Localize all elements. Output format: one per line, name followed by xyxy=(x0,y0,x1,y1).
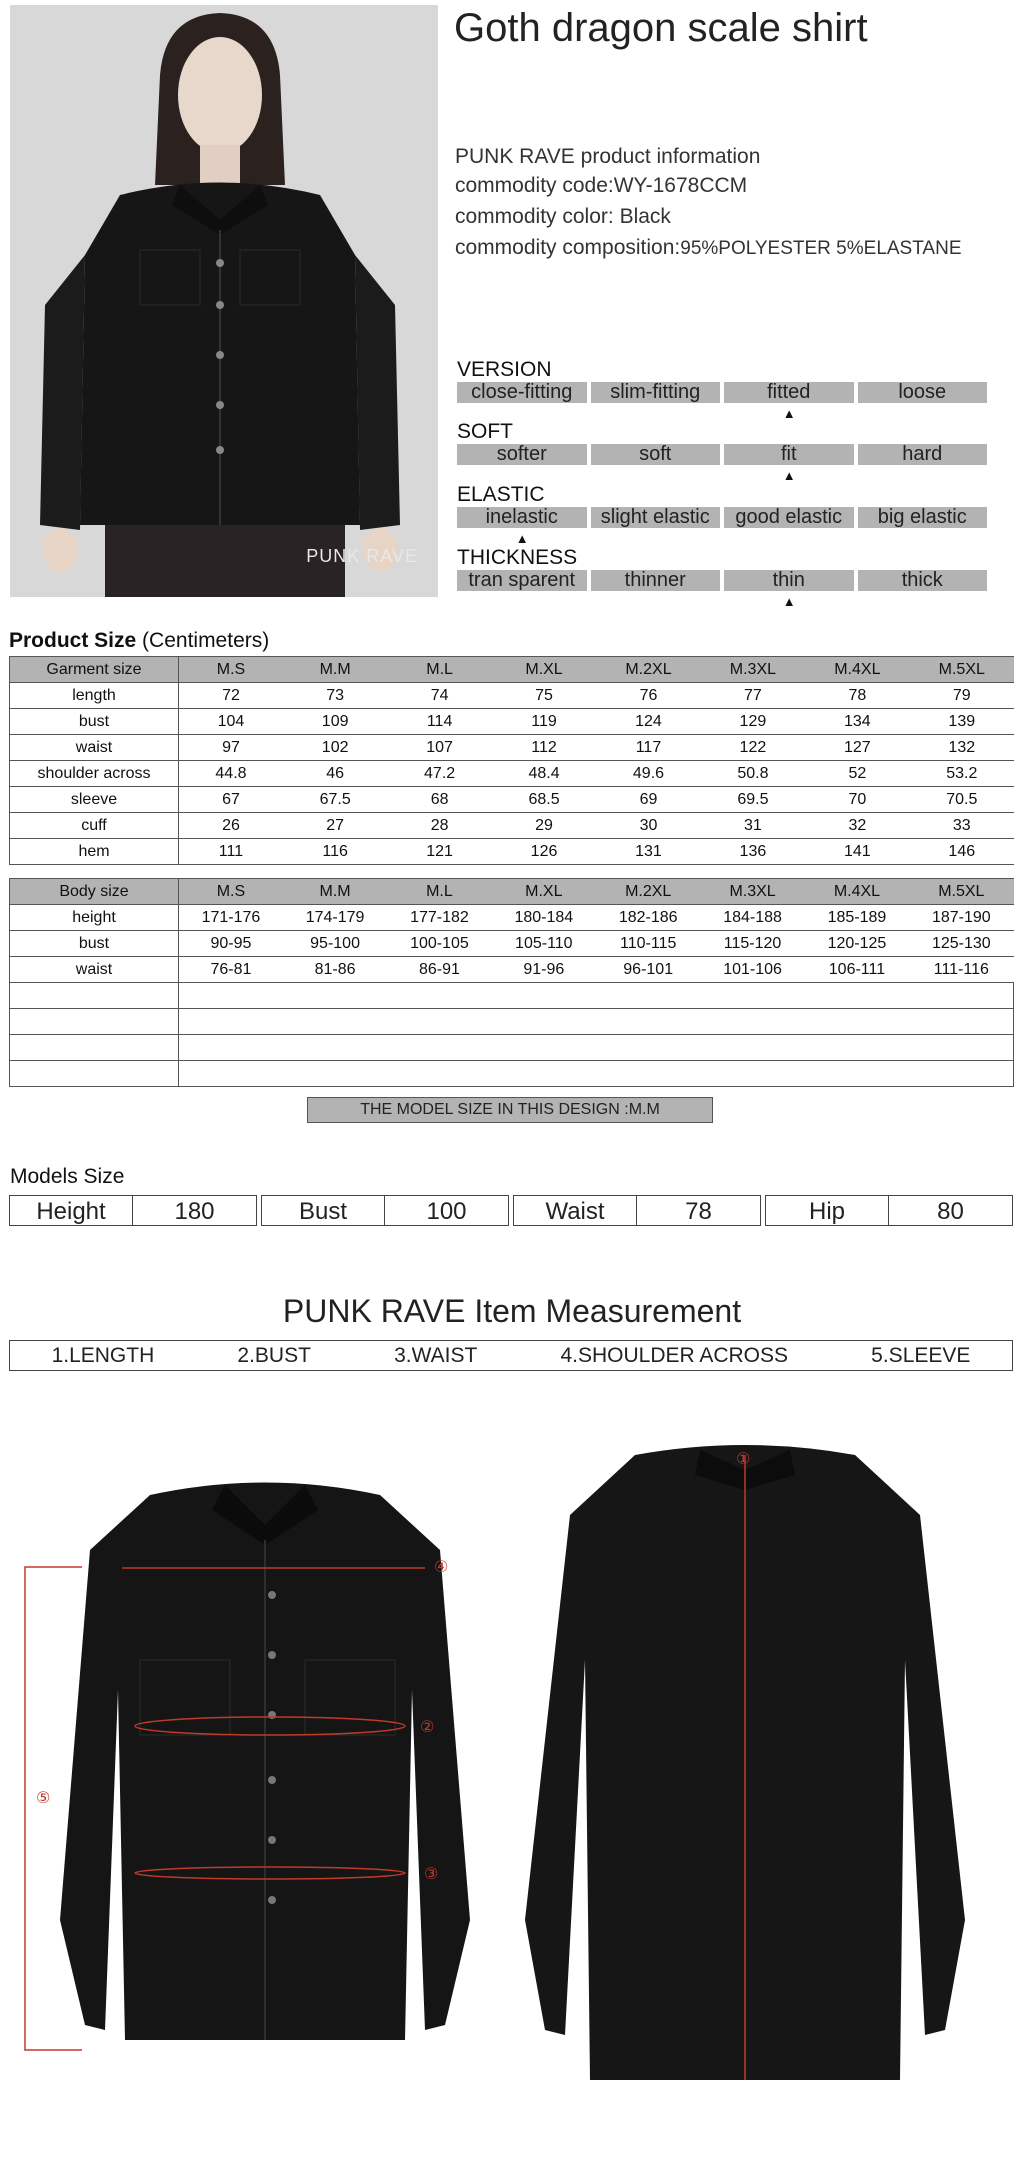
table-cell: 134 xyxy=(805,709,909,735)
attr-option: tran sparent xyxy=(457,570,587,591)
table-row xyxy=(10,957,1014,983)
attr-option: fit xyxy=(724,444,854,465)
model-measure-label: Waist xyxy=(514,1196,637,1225)
attr-label: SOFT xyxy=(457,420,513,443)
model-photo xyxy=(10,5,438,597)
size-header: M.XL xyxy=(492,657,596,683)
table-cell: 28 xyxy=(387,813,491,839)
selected-marker-icon: ▲ xyxy=(782,468,796,483)
size-header: M.2XL xyxy=(596,657,700,683)
table-cell: 76-81 xyxy=(179,957,283,983)
table-cell: 182-186 xyxy=(596,905,700,931)
row-label: cuff xyxy=(10,813,179,839)
table-cell: 69 xyxy=(596,787,700,813)
brand-line: PUNK RAVE product information xyxy=(455,145,761,168)
table-cell: 101-106 xyxy=(700,957,804,983)
table-cell: 77 xyxy=(701,683,805,709)
model-measure-label: Height xyxy=(10,1196,133,1225)
model-size-note: THE MODEL SIZE IN THIS DESIGN :M.M xyxy=(307,1097,713,1123)
model-measure xyxy=(513,1195,761,1226)
model-measure-value: 100 xyxy=(426,1198,467,1225)
table-cell: 102 xyxy=(283,735,387,761)
table-cell: 48.4 xyxy=(492,761,596,787)
table-cell: 184-188 xyxy=(700,905,804,931)
table-cell: 44.8 xyxy=(179,761,283,787)
table-cell: 100-105 xyxy=(387,931,491,957)
model-measure-value: 80 xyxy=(937,1198,964,1225)
table-cell: 109 xyxy=(283,709,387,735)
table-cell: 180-184 xyxy=(492,905,596,931)
row-label: bust xyxy=(10,931,179,957)
size-header: M.M xyxy=(283,657,387,683)
body-size-table xyxy=(9,878,1014,1087)
table-row xyxy=(10,931,1014,957)
table-cell: 69.5 xyxy=(701,787,805,813)
attr-option: hard xyxy=(858,444,988,465)
callout-4: ④ xyxy=(434,1557,449,1576)
table-cell: 75 xyxy=(492,683,596,709)
table-cell: 97 xyxy=(179,735,283,761)
measurement-item: 4.SHOULDER ACROSS xyxy=(560,1343,789,1367)
model-measure-value: 78 xyxy=(685,1198,712,1225)
row-label: waist xyxy=(10,735,179,761)
row-label: waist xyxy=(10,957,179,983)
table-cell: 90-95 xyxy=(179,931,283,957)
size-header: M.S xyxy=(179,657,283,683)
table-cell: 95-100 xyxy=(283,931,387,957)
table-cell: 46 xyxy=(283,761,387,787)
table-cell: 52 xyxy=(805,761,909,787)
model-measure xyxy=(765,1195,1013,1226)
table-cell: 127 xyxy=(805,735,909,761)
table-cell: 171-176 xyxy=(179,905,283,931)
table-cell: 132 xyxy=(910,735,1014,761)
table-cell: 114 xyxy=(387,709,491,735)
attr-option: fitted xyxy=(724,382,854,403)
table-row xyxy=(10,839,1015,865)
table-row xyxy=(10,683,1015,709)
row-label: sleeve xyxy=(10,787,179,813)
product-size-table xyxy=(9,656,1014,865)
model-measure xyxy=(261,1195,509,1226)
table-cell: 49.6 xyxy=(596,761,700,787)
table-row xyxy=(10,787,1015,813)
attr-label: ELASTIC xyxy=(457,483,545,506)
attr-scale xyxy=(457,570,987,591)
commodity-color: commodity color: Black xyxy=(455,205,671,228)
callout-5: ⑤ xyxy=(36,1788,51,1807)
table-header-label: Body size xyxy=(10,879,179,905)
callout-3: ③ xyxy=(424,1864,439,1883)
table-cell: 141 xyxy=(805,839,909,865)
table-cell: 126 xyxy=(492,839,596,865)
product-title: Goth dragon scale shirt xyxy=(454,6,868,50)
row-label: height xyxy=(10,905,179,931)
model-measure xyxy=(9,1195,257,1226)
table-cell: 111-116 xyxy=(909,957,1013,983)
size-header: M.L xyxy=(387,657,491,683)
models-size-title: Models Size xyxy=(10,1165,125,1188)
attr-option: thick xyxy=(858,570,988,591)
size-header: M.3XL xyxy=(700,879,804,905)
table-cell: 174-179 xyxy=(283,905,387,931)
attr-scale xyxy=(457,507,987,528)
size-header: M.2XL xyxy=(596,879,700,905)
table-cell: 47.2 xyxy=(387,761,491,787)
table-cell: 107 xyxy=(387,735,491,761)
table-cell: 105-110 xyxy=(492,931,596,957)
commodity-composition: commodity composition:95%POLYESTER 5%ELASTANE xyxy=(455,236,962,259)
table-row xyxy=(10,735,1015,761)
size-header: M.5XL xyxy=(909,879,1013,905)
attr-option: big elastic xyxy=(858,507,988,528)
table-cell: 117 xyxy=(596,735,700,761)
table-cell: 74 xyxy=(387,683,491,709)
attr-option: slight elastic xyxy=(591,507,721,528)
size-header: M.XL xyxy=(492,879,596,905)
measurement-item: 3.WAIST xyxy=(394,1343,478,1367)
table-cell: 50.8 xyxy=(701,761,805,787)
table-row xyxy=(10,761,1015,787)
table-cell: 125-130 xyxy=(909,931,1013,957)
product-size-title: Product Size (Centimeters) xyxy=(9,629,270,652)
table-cell: 112 xyxy=(492,735,596,761)
watermark: PUNK RAVE xyxy=(306,546,418,566)
attr-scale xyxy=(457,444,987,465)
size-header: M.5XL xyxy=(910,657,1014,683)
attr-label: VERSION xyxy=(457,358,552,381)
table-cell: 146 xyxy=(910,839,1014,865)
size-header: M.3XL xyxy=(701,657,805,683)
table-cell: 96-101 xyxy=(596,957,700,983)
callout-1: ① xyxy=(736,1449,751,1468)
table-cell: 32 xyxy=(805,813,909,839)
row-label: length xyxy=(10,683,179,709)
table-cell: 31 xyxy=(701,813,805,839)
empty-row xyxy=(10,1009,1014,1035)
empty-row xyxy=(10,1061,1014,1087)
table-cell: 131 xyxy=(596,839,700,865)
attr-option: inelastic xyxy=(457,507,587,528)
attr-label: THICKNESS xyxy=(457,546,578,569)
table-row xyxy=(10,813,1015,839)
commodity-code: commodity code:WY-1678CCM xyxy=(455,174,748,197)
table-cell: 136 xyxy=(701,839,805,865)
table-cell: 110-115 xyxy=(596,931,700,957)
table-cell: 53.2 xyxy=(910,761,1014,787)
size-header: M.M xyxy=(283,879,387,905)
table-cell: 177-182 xyxy=(387,905,491,931)
table-cell: 91-96 xyxy=(492,957,596,983)
table-cell: 67.5 xyxy=(283,787,387,813)
table-cell: 76 xyxy=(596,683,700,709)
table-cell: 86-91 xyxy=(387,957,491,983)
model-measure-label: Hip xyxy=(766,1196,889,1225)
attr-option: good elastic xyxy=(724,507,854,528)
table-header-label: Garment size xyxy=(10,657,179,683)
table-cell: 33 xyxy=(910,813,1014,839)
selected-marker-icon: ▲ xyxy=(515,531,529,546)
row-label: shoulder across xyxy=(10,761,179,787)
table-cell: 79 xyxy=(910,683,1014,709)
attr-option: loose xyxy=(858,382,988,403)
table-cell: 68.5 xyxy=(492,787,596,813)
measurement-title: PUNK RAVE Item Measurement xyxy=(282,1293,742,1329)
table-cell: 68 xyxy=(387,787,491,813)
measurement-diagram xyxy=(0,1440,1024,2154)
attr-option: thin xyxy=(724,570,854,591)
table-cell: 29 xyxy=(492,813,596,839)
table-cell: 27 xyxy=(283,813,387,839)
table-cell: 72 xyxy=(179,683,283,709)
table-cell: 124 xyxy=(596,709,700,735)
table-cell: 78 xyxy=(805,683,909,709)
measurement-item: 2.BUST xyxy=(237,1343,311,1367)
table-cell: 111 xyxy=(179,839,283,865)
attr-option: thinner xyxy=(591,570,721,591)
shirt-front-image xyxy=(60,1483,470,2041)
size-header: M.L xyxy=(387,879,491,905)
table-cell: 30 xyxy=(596,813,700,839)
table-cell: 73 xyxy=(283,683,387,709)
row-label: hem xyxy=(10,839,179,865)
attr-option: close-fitting xyxy=(457,382,587,403)
model-measure-label: Bust xyxy=(262,1196,385,1225)
measurement-legend xyxy=(9,1340,1013,1371)
table-cell: 119 xyxy=(492,709,596,735)
model-measure-value: 180 xyxy=(174,1198,215,1225)
table-cell: 67 xyxy=(179,787,283,813)
size-header: M.4XL xyxy=(805,879,909,905)
measurement-item: 1.LENGTH xyxy=(51,1343,155,1367)
attr-option: slim-fitting xyxy=(591,382,721,403)
table-row xyxy=(10,709,1015,735)
table-cell: 104 xyxy=(179,709,283,735)
row-label: bust xyxy=(10,709,179,735)
measurement-item: 5.SLEEVE xyxy=(871,1343,971,1367)
size-header: M.4XL xyxy=(805,657,909,683)
empty-row xyxy=(10,983,1014,1009)
table-cell: 106-111 xyxy=(805,957,909,983)
table-cell: 121 xyxy=(387,839,491,865)
empty-row xyxy=(10,1035,1014,1061)
table-cell: 116 xyxy=(283,839,387,865)
selected-marker-icon: ▲ xyxy=(782,594,796,609)
table-cell: 81-86 xyxy=(283,957,387,983)
attr-scale xyxy=(457,382,987,403)
table-cell: 115-120 xyxy=(700,931,804,957)
table-cell: 129 xyxy=(701,709,805,735)
callout-2: ② xyxy=(420,1717,435,1736)
table-cell: 120-125 xyxy=(805,931,909,957)
table-cell: 185-189 xyxy=(805,905,909,931)
size-header: M.S xyxy=(179,879,283,905)
table-cell: 187-190 xyxy=(909,905,1013,931)
selected-marker-icon: ▲ xyxy=(782,406,796,421)
table-cell: 139 xyxy=(910,709,1014,735)
table-cell: 70 xyxy=(805,787,909,813)
attr-option: soft xyxy=(591,444,721,465)
table-cell: 70.5 xyxy=(910,787,1014,813)
table-cell: 26 xyxy=(179,813,283,839)
table-row xyxy=(10,905,1014,931)
table-cell: 122 xyxy=(701,735,805,761)
attr-option: softer xyxy=(457,444,587,465)
